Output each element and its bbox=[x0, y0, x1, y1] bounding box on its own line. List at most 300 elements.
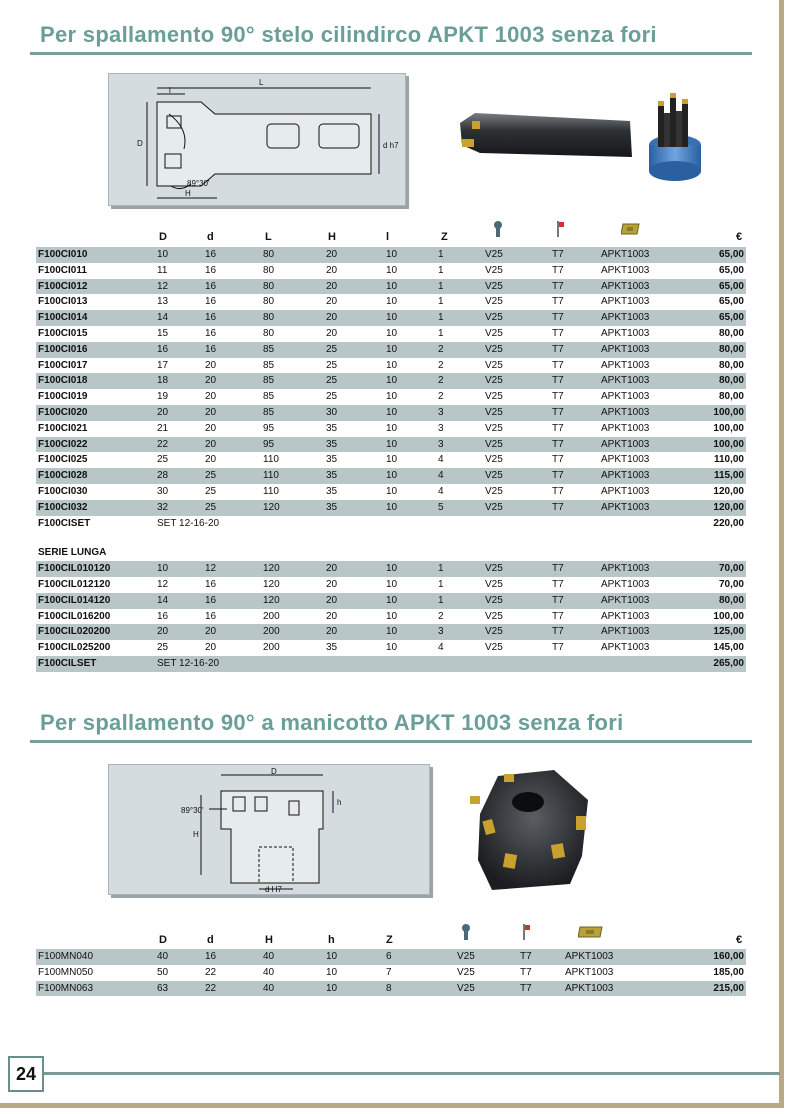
cell-h: 20 bbox=[326, 264, 338, 276]
product-code: F100CI032 bbox=[36, 500, 157, 516]
cell-key: T7 bbox=[552, 310, 601, 326]
table-row bbox=[36, 640, 746, 656]
cell-h: 35 bbox=[326, 642, 338, 654]
cell-d: 10 bbox=[157, 247, 205, 263]
cell-insert: APKT1003 bbox=[565, 981, 679, 997]
section2-product-photo bbox=[458, 764, 598, 899]
section1-title-rule bbox=[30, 52, 752, 55]
cell-insert: APKT1003 bbox=[565, 966, 614, 978]
cell-d: 12 bbox=[205, 561, 263, 577]
cell-h: 35 bbox=[326, 468, 386, 484]
cell-h: 20 bbox=[326, 593, 386, 609]
cell-z: 1 bbox=[438, 327, 444, 339]
cell-z: 4 bbox=[438, 485, 444, 497]
cell-screw: V25 bbox=[485, 422, 503, 434]
price: 70,00 bbox=[718, 578, 744, 590]
cell-d: 10 bbox=[157, 561, 205, 577]
col-header-Z: Z bbox=[441, 231, 448, 243]
cell-z: 7 bbox=[386, 966, 392, 978]
product-code: F100CIL010120 bbox=[36, 561, 157, 577]
cell-d: 16 bbox=[205, 247, 263, 263]
insert-icon bbox=[578, 925, 604, 944]
product-code: F100CIL014120 bbox=[36, 593, 157, 609]
cell-key: T7 bbox=[552, 247, 601, 263]
cell-d: 14 bbox=[157, 310, 205, 326]
cell-l: 85 bbox=[263, 405, 326, 421]
product-code: F100CI025 bbox=[38, 454, 88, 466]
price: 145,00 bbox=[713, 642, 744, 654]
cell-h: 20 bbox=[326, 561, 386, 577]
cell-screw: V25 bbox=[485, 624, 552, 640]
cell-screw: V25 bbox=[485, 437, 552, 453]
cell-h: 10 bbox=[326, 966, 338, 978]
product-code: F100CI022 bbox=[36, 437, 157, 453]
cell-insert: APKT1003 bbox=[601, 405, 681, 421]
table-spacer bbox=[36, 531, 746, 545]
section1-product-photo bbox=[450, 85, 710, 185]
product-code: F100CIL025200 bbox=[38, 642, 111, 654]
cell-l: 120 bbox=[263, 578, 280, 590]
table-row bbox=[36, 389, 746, 405]
cell-key: T7 bbox=[552, 342, 601, 358]
cell-l: 85 bbox=[263, 359, 275, 371]
cell-d: 50 bbox=[157, 966, 169, 978]
cell-d: 25 bbox=[205, 485, 217, 497]
cell-key: T7 bbox=[552, 437, 601, 453]
price: 65,00 bbox=[681, 310, 746, 326]
diagram2-label-d: d H7 bbox=[265, 885, 282, 894]
cell-d: 20 bbox=[205, 437, 263, 453]
cell-z: 1 bbox=[438, 296, 444, 308]
cell-l: 80 bbox=[263, 310, 326, 326]
cell-l: 10 bbox=[386, 359, 398, 371]
cell-z: 5 bbox=[438, 500, 485, 516]
cell-z: 3 bbox=[438, 437, 485, 453]
table-row bbox=[36, 609, 746, 625]
col-header-L: L bbox=[265, 231, 272, 243]
cell-d: 20 bbox=[205, 373, 263, 389]
price: 80,00 bbox=[681, 593, 746, 609]
product-code: F100CI030 bbox=[38, 485, 88, 497]
cell-d: 16 bbox=[205, 327, 217, 339]
price: 80,00 bbox=[718, 327, 744, 339]
cell-l: 10 bbox=[386, 342, 438, 358]
cell-d: 25 bbox=[157, 454, 169, 466]
cell-key: T7 bbox=[552, 561, 601, 577]
table-row bbox=[36, 263, 746, 279]
table-row bbox=[36, 484, 746, 500]
cell-l: 10 bbox=[386, 422, 398, 434]
cell-screw: V25 bbox=[485, 485, 503, 497]
cell-l: 200 bbox=[263, 642, 280, 654]
table-row bbox=[36, 965, 746, 981]
product-code: F100CI028 bbox=[36, 468, 157, 484]
cell-z: 6 bbox=[386, 949, 457, 965]
cell-insert: APKT1003 bbox=[601, 296, 650, 308]
cell-l: 85 bbox=[263, 342, 326, 358]
price: 65,00 bbox=[718, 296, 744, 308]
set-description: SET 12-16-20 bbox=[157, 656, 681, 672]
cell-h: 40 bbox=[263, 949, 326, 965]
cell-z: 4 bbox=[438, 454, 444, 466]
cell-d: 22 bbox=[205, 966, 217, 978]
cell-l: 80 bbox=[263, 264, 275, 276]
cell-h: 10 bbox=[326, 981, 386, 997]
price: 80,00 bbox=[718, 391, 744, 403]
price: 115,00 bbox=[681, 468, 746, 484]
col-header-D: D bbox=[159, 231, 167, 243]
cell-d: 16 bbox=[205, 310, 263, 326]
diagram-label-angle: 89°30' bbox=[187, 179, 210, 188]
product-code: F100CI012 bbox=[36, 279, 157, 295]
cell-d: 32 bbox=[157, 500, 205, 516]
price: 120,00 bbox=[713, 485, 744, 497]
cell-d: 18 bbox=[157, 373, 205, 389]
set-description: SET 12-16-20 bbox=[157, 517, 220, 529]
table-row bbox=[36, 342, 746, 358]
cell-screw: V25 bbox=[485, 642, 503, 654]
cell-d: 16 bbox=[205, 264, 217, 276]
cell-d: 16 bbox=[205, 593, 263, 609]
price: 65,00 bbox=[718, 264, 744, 276]
cell-h: 35 bbox=[326, 500, 386, 516]
cell-h: 40 bbox=[263, 981, 326, 997]
cell-d: 16 bbox=[205, 578, 217, 590]
cell-insert: APKT1003 bbox=[601, 279, 681, 295]
insert-icon bbox=[621, 222, 641, 241]
cell-z: 3 bbox=[438, 405, 485, 421]
diagram-label-l: l bbox=[169, 86, 171, 95]
cell-d: 11 bbox=[157, 264, 168, 276]
cell-d: 13 bbox=[157, 296, 169, 308]
cell-d: 12 bbox=[157, 578, 169, 590]
cell-l: 85 bbox=[263, 391, 275, 403]
product-code: F100CI019 bbox=[38, 391, 88, 403]
cell-key: T7 bbox=[520, 981, 565, 997]
cell-insert: APKT1003 bbox=[601, 610, 650, 622]
cell-d: 20 bbox=[205, 391, 217, 403]
cell-l: 80 bbox=[263, 296, 275, 308]
product-code: F100CI010 bbox=[36, 247, 157, 263]
cell-screw: V25 bbox=[485, 593, 552, 609]
cell-z: 1 bbox=[438, 561, 485, 577]
diagram2-label-h: h bbox=[337, 798, 342, 807]
cell-d: 16 bbox=[205, 610, 217, 622]
section2-title: Per spallamento 90° a manicotto APKT 1003 senza fori bbox=[40, 710, 624, 735]
cell-h: 25 bbox=[326, 373, 386, 389]
price: 80,00 bbox=[681, 373, 746, 389]
price: 125,00 bbox=[681, 624, 746, 640]
screw-icon bbox=[460, 924, 472, 945]
cell-l: 10 bbox=[386, 310, 438, 326]
cell-l: 10 bbox=[386, 500, 438, 516]
cell-h: 20 bbox=[326, 610, 338, 622]
cell-l: 10 bbox=[386, 454, 398, 466]
cell-h: 25 bbox=[326, 359, 338, 371]
diagram2-label-D: D bbox=[271, 767, 277, 776]
diagram-label-d: d h7 bbox=[383, 141, 399, 150]
long-series-label: SERIE LUNGA bbox=[38, 547, 107, 559]
cell-d: 15 bbox=[157, 327, 169, 339]
torx-key-icon bbox=[522, 924, 532, 945]
cell-l: 80 bbox=[263, 247, 326, 263]
cell-z: 2 bbox=[438, 342, 485, 358]
cell-d: 21 bbox=[157, 422, 169, 434]
cell-l: 10 bbox=[386, 373, 438, 389]
cell-d: 17 bbox=[157, 359, 169, 371]
cell-z: 1 bbox=[438, 310, 485, 326]
cell-l: 10 bbox=[386, 264, 398, 276]
cell-h: 35 bbox=[326, 485, 338, 497]
table-row bbox=[36, 452, 746, 468]
product-code: F100CI015 bbox=[38, 327, 88, 339]
cell-insert: APKT1003 bbox=[601, 624, 681, 640]
cell-insert: APKT1003 bbox=[601, 642, 650, 654]
product-code: F100CILSET bbox=[36, 656, 157, 672]
cell-h: 25 bbox=[326, 391, 338, 403]
col-header-l: l bbox=[386, 231, 390, 243]
table-row bbox=[36, 247, 746, 263]
table-row bbox=[36, 358, 746, 374]
price: 100,00 bbox=[713, 422, 744, 434]
cell-l: 200 bbox=[263, 610, 280, 622]
cell-key: T7 bbox=[552, 391, 564, 403]
cell-l: 10 bbox=[386, 485, 398, 497]
cell-h: 20 bbox=[326, 624, 386, 640]
col2-header-h: h bbox=[328, 934, 335, 946]
table-row bbox=[36, 437, 746, 453]
cell-h: 20 bbox=[326, 578, 338, 590]
cell-l: 10 bbox=[386, 593, 438, 609]
cell-key: T7 bbox=[552, 485, 564, 497]
cell-screw: V25 bbox=[485, 391, 503, 403]
product-code: F100MN063 bbox=[36, 981, 157, 997]
table-row bbox=[36, 310, 746, 326]
price: 185,00 bbox=[713, 966, 744, 978]
cell-insert: APKT1003 bbox=[565, 949, 679, 965]
cell-z: 3 bbox=[438, 422, 444, 434]
col2-header-currency: € bbox=[736, 934, 743, 946]
cell-d: 16 bbox=[205, 342, 263, 358]
cell-key: T7 bbox=[552, 593, 601, 609]
cell-d: 25 bbox=[205, 500, 263, 516]
cell-z: 2 bbox=[438, 373, 485, 389]
cell-d: 22 bbox=[205, 981, 263, 997]
cell-key: T7 bbox=[552, 422, 564, 434]
cell-l: 10 bbox=[386, 610, 398, 622]
cell-z: 3 bbox=[438, 624, 485, 640]
cell-l: 10 bbox=[386, 279, 438, 295]
table-row bbox=[36, 294, 746, 310]
cell-key: T7 bbox=[552, 359, 564, 371]
price: 70,00 bbox=[681, 561, 746, 577]
table-row bbox=[36, 421, 746, 437]
product-code: F100CI017 bbox=[38, 359, 88, 371]
cell-d: 30 bbox=[157, 485, 169, 497]
cell-insert: APKT1003 bbox=[601, 247, 681, 263]
section2-tool-diagram bbox=[108, 764, 430, 895]
cell-l: 80 bbox=[263, 279, 326, 295]
cell-z: 1 bbox=[438, 578, 444, 590]
cell-insert: APKT1003 bbox=[601, 391, 650, 403]
table-row bbox=[36, 656, 746, 672]
table-row bbox=[36, 949, 746, 965]
col-header-d: d bbox=[207, 231, 214, 243]
product-code: F100MN040 bbox=[36, 949, 157, 965]
cell-z: 4 bbox=[438, 468, 485, 484]
section1-price-table bbox=[36, 247, 746, 672]
cell-d: 16 bbox=[205, 296, 217, 308]
cell-key: T7 bbox=[552, 468, 601, 484]
cell-h: 20 bbox=[326, 279, 386, 295]
price: 220,00 bbox=[713, 517, 744, 529]
table-row bbox=[36, 516, 746, 532]
diagram2-label-angle: 89°30' bbox=[181, 806, 204, 815]
cell-z: 1 bbox=[438, 593, 485, 609]
cell-insert: APKT1003 bbox=[601, 561, 681, 577]
cell-screw: V25 bbox=[485, 454, 503, 466]
cell-insert: APKT1003 bbox=[601, 454, 650, 466]
table-row bbox=[36, 500, 746, 516]
cell-d: 16 bbox=[157, 342, 205, 358]
cell-h: 20 bbox=[326, 247, 386, 263]
cell-insert: APKT1003 bbox=[601, 468, 681, 484]
price: 120,00 bbox=[681, 500, 746, 516]
price: 110,00 bbox=[713, 454, 744, 466]
cell-insert: APKT1003 bbox=[601, 327, 650, 339]
cell-key: T7 bbox=[520, 966, 532, 978]
product-code: F100CI014 bbox=[36, 310, 157, 326]
cell-key: T7 bbox=[552, 327, 564, 339]
cell-l: 200 bbox=[263, 624, 326, 640]
cell-l: 10 bbox=[386, 561, 438, 577]
product-code: F100CI016 bbox=[36, 342, 157, 358]
price: 100,00 bbox=[681, 437, 746, 453]
cell-l: 110 bbox=[263, 485, 279, 497]
product-code: F100CI018 bbox=[36, 373, 157, 389]
product-code: F100CI013 bbox=[38, 296, 88, 308]
cell-key: T7 bbox=[552, 454, 564, 466]
cell-l: 80 bbox=[263, 327, 275, 339]
table-row bbox=[36, 577, 746, 593]
cell-l: 10 bbox=[386, 468, 438, 484]
cell-screw: V25 bbox=[485, 468, 552, 484]
cell-l: 10 bbox=[386, 391, 398, 403]
diagram-label-D: D bbox=[137, 139, 143, 148]
cell-screw: V25 bbox=[485, 578, 503, 590]
cell-h: 35 bbox=[326, 437, 386, 453]
diagram-label-H: H bbox=[185, 189, 191, 198]
cell-key: T7 bbox=[552, 264, 564, 276]
cell-insert: APKT1003 bbox=[601, 310, 681, 326]
col2-header-H: H bbox=[265, 934, 273, 946]
table-row bbox=[36, 593, 746, 609]
product-code: F100CIL012120 bbox=[38, 578, 111, 590]
table-row bbox=[36, 405, 746, 421]
cell-z: 2 bbox=[438, 391, 444, 403]
cell-l: 85 bbox=[263, 373, 326, 389]
cell-key: T7 bbox=[552, 500, 601, 516]
cell-l: 10 bbox=[386, 405, 438, 421]
product-code: F100CIL020200 bbox=[36, 624, 157, 640]
cell-d: 20 bbox=[205, 642, 217, 654]
cell-z: 2 bbox=[438, 359, 444, 371]
cell-key: T7 bbox=[552, 610, 564, 622]
cell-insert: APKT1003 bbox=[601, 342, 681, 358]
cell-z: 8 bbox=[386, 981, 457, 997]
col2-header-Z: Z bbox=[386, 934, 393, 946]
cell-screw: V25 bbox=[485, 279, 552, 295]
price: 100,00 bbox=[713, 610, 744, 622]
cell-l: 110 bbox=[263, 454, 279, 466]
cell-d: 25 bbox=[205, 468, 263, 484]
cell-l: 10 bbox=[386, 578, 398, 590]
cell-d: 16 bbox=[205, 949, 263, 965]
torx-key-icon bbox=[556, 221, 566, 242]
table-row bbox=[36, 373, 746, 389]
section1-title: Per spallamento 90° stelo cilindirco APKT 1003 senza fori bbox=[40, 22, 657, 47]
section2-price-table bbox=[36, 949, 746, 996]
price: 80,00 bbox=[718, 359, 744, 371]
cell-l: 10 bbox=[386, 437, 438, 453]
cell-screw: V25 bbox=[485, 342, 552, 358]
price: 160,00 bbox=[679, 949, 746, 965]
table-row bbox=[36, 624, 746, 640]
product-code: F100CI020 bbox=[36, 405, 157, 421]
cell-key: T7 bbox=[552, 624, 601, 640]
product-code: F100CI021 bbox=[38, 422, 88, 434]
cell-screw: V25 bbox=[485, 561, 552, 577]
product-code: F100MN050 bbox=[38, 966, 94, 978]
cell-l: 10 bbox=[386, 247, 438, 263]
cell-l: 10 bbox=[386, 642, 398, 654]
cell-insert: APKT1003 bbox=[601, 359, 650, 371]
page-number: 24 bbox=[8, 1056, 44, 1092]
cell-key: T7 bbox=[552, 642, 564, 654]
product-code: F100CISET bbox=[38, 517, 91, 529]
cell-h: 40 bbox=[263, 966, 275, 978]
cell-screw: V25 bbox=[485, 405, 552, 421]
cell-screw: V25 bbox=[485, 610, 503, 622]
cell-d: 22 bbox=[157, 437, 205, 453]
cell-l: 120 bbox=[263, 593, 326, 609]
cell-d: 20 bbox=[157, 405, 205, 421]
cell-l: 120 bbox=[263, 561, 326, 577]
cell-d: 16 bbox=[205, 279, 263, 295]
cell-insert: APKT1003 bbox=[601, 437, 681, 453]
cell-h: 20 bbox=[326, 296, 338, 308]
cell-h: 35 bbox=[326, 454, 338, 466]
cell-h: 25 bbox=[326, 342, 386, 358]
cell-d: 63 bbox=[157, 981, 205, 997]
cell-d: 14 bbox=[157, 593, 205, 609]
cell-screw: V25 bbox=[485, 500, 552, 516]
cell-screw: V25 bbox=[485, 310, 552, 326]
spacer-cell bbox=[36, 531, 746, 545]
cell-d: 20 bbox=[205, 454, 217, 466]
cell-key: T7 bbox=[552, 578, 564, 590]
cell-d: 20 bbox=[157, 624, 205, 640]
cell-key: T7 bbox=[552, 405, 601, 421]
price: 265,00 bbox=[681, 656, 746, 672]
diagram2-label-H: H bbox=[193, 830, 199, 839]
price: 65,00 bbox=[681, 247, 746, 263]
cell-screw: V25 bbox=[457, 949, 520, 965]
cell-d: 28 bbox=[157, 468, 205, 484]
col2-header-D: D bbox=[159, 934, 167, 946]
price: 100,00 bbox=[681, 405, 746, 421]
cell-l: 10 bbox=[386, 624, 438, 640]
